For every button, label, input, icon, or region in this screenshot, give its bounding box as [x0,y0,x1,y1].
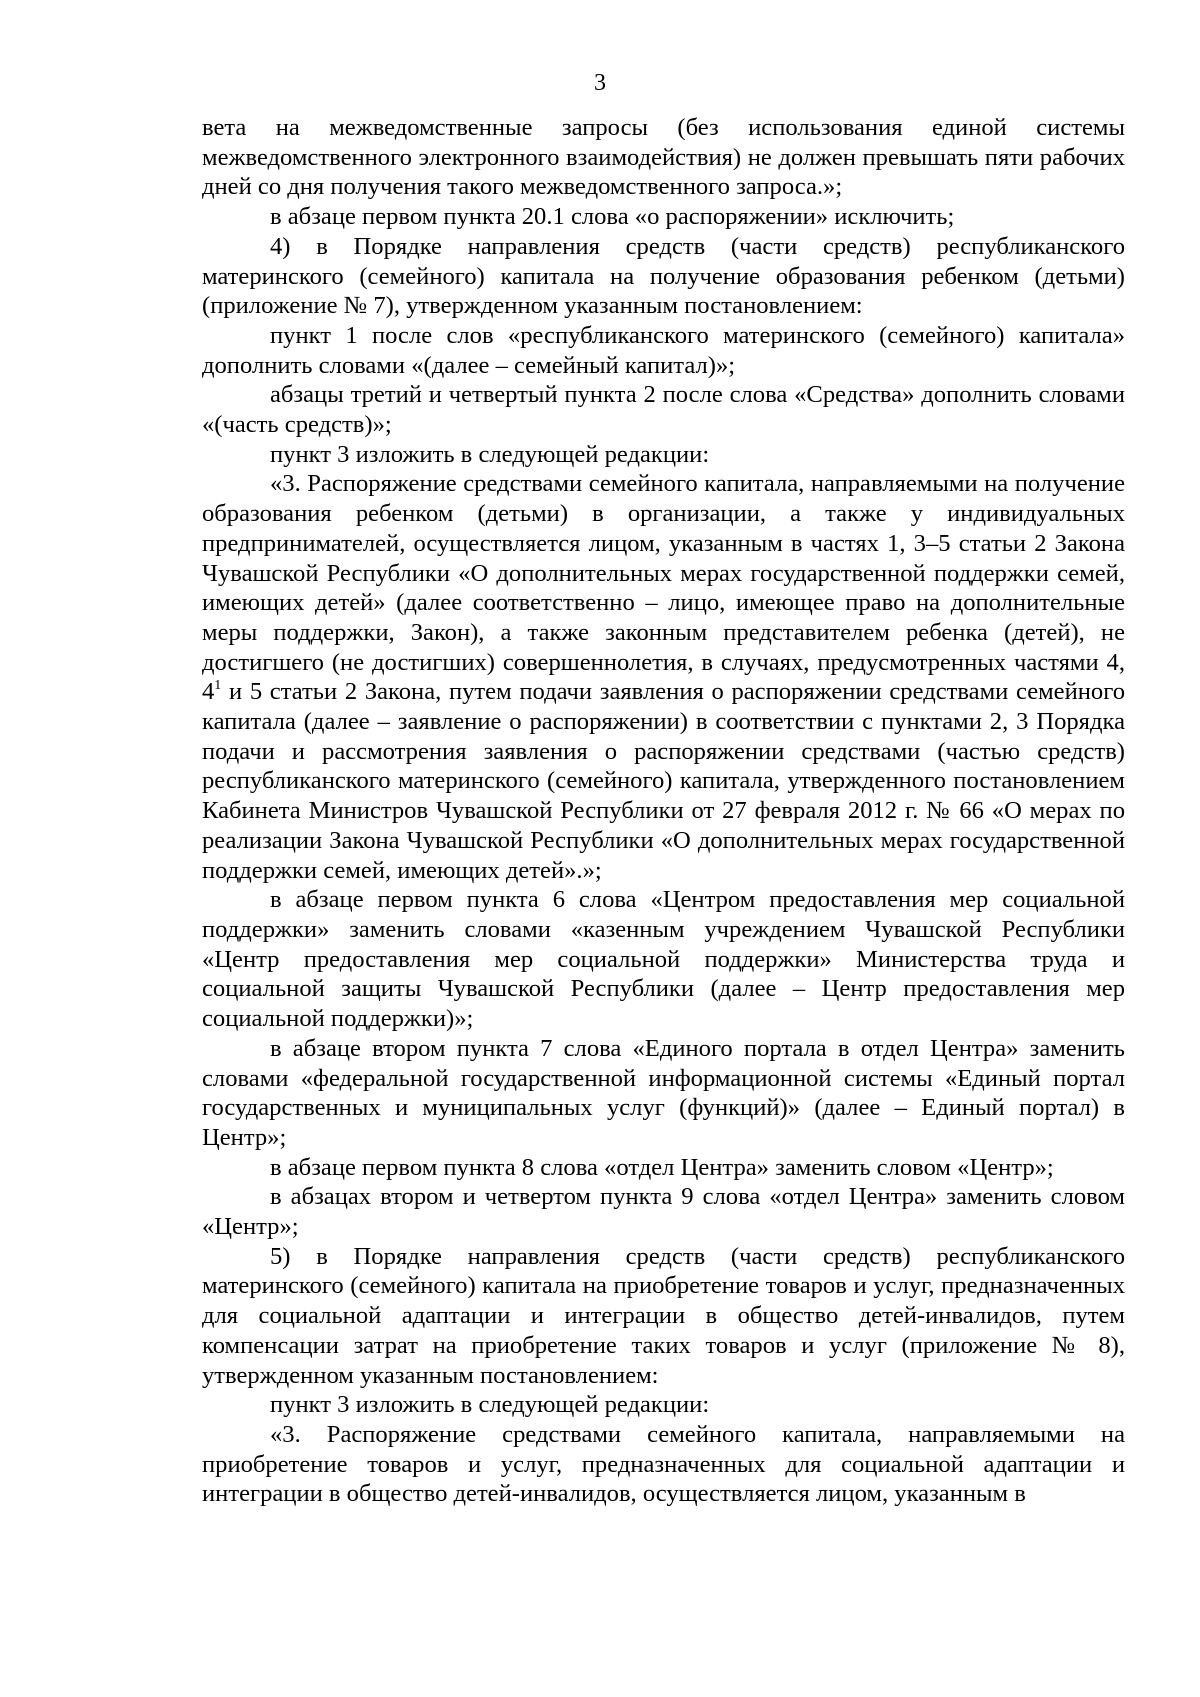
paragraph: 4) в Порядке направления средств (части средств) республиканского материнского (семейного) капитала на получение образования ребенком (детьми) (приложение № 7), утвержденном указанным постановлением: [202,232,1125,320]
document-body [202,113,1125,1509]
paragraph: в абзаце втором пункта 7 слова «Единого портала в отдел Центра» заменить словами «федеральной государственной информационной системы «Единый портал государственных и муниципальных услуг (функций)» (далее – Единый портал) в Центр»; [202,1034,1125,1151]
paragraph-text: «3. Распоряжение средствами семейного капитала, направляемыми на получение образования ребенком (детьми) в организации, а также у индивидуальных предпринимателей, осуществляется лицом, указанным в частях 1, 3–5 статьи 2 Закона Чувашской Республики «О дополнительных мерах государственной поддержки семей, имеющих детей» (далее соответственно – лицо, имеющее право на дополнительные меры поддержки, Закон), а также законным представителем ребенка (детей), не достигшего (не достигших) совершеннолетия, в случаях, предусмотренных частями 4, 4 [202,470,1125,706]
paragraph: «3. Распоряжение средствами семейного капитала, направляемыми на приобретение товаров и услуг, предназначенных для социальной адаптации и интеграции в общество детей-инвалидов, осуществляется лицом, указанным в [202,1420,1125,1508]
paragraph: в абзаце первом пункта 6 слова «Центром предоставления мер социальной поддержки» заменить словами «казенным учреждением Чувашской Республики «Центр предоставления мер социальной поддержки» Министерства труда и социальной защиты Чувашской Республики (далее – Центр предоставления мер социальной поддержки)»; [202,886,1125,1033]
paragraph: пункт 3 изложить в следующей редакции: [270,1391,710,1419]
page-number: 3 [594,70,606,96]
paragraph-text: и 5 статьи 2 Закона, путем подачи заявления о распоряжении средствами семейного капитала (далее – заявление о распоряжении) в соответствии с пунктами 2, 3 Порядка подачи и рассмотрения заявления о распоряжении средствами (частью средств) республиканского материнского (семейного) капитала, утвержденного постановлением Кабинета Министров Чувашской Республики от 27 февраля 2012 г. № 66 «О мерах по реализации Закона Чувашской Республики «О дополнительных мерах государственной поддержки семей, имеющих детей».»; [202,678,1125,884]
paragraph: вета на межведомственные запросы (без использования единой системы межведомственного электронного взаимодействия) не должен превышать пяти рабочих дней со дня получения такого межведомственного запроса.»; [202,114,1125,201]
paragraph [202,469,1125,885]
paragraph: пункт 1 после слов «республиканского материнского (семейного) капитала» дополнить словами «(далее – семейный капитал)»; [202,321,1125,379]
paragraph: пункт 3 изложить в следующей редакции: [270,440,710,468]
superscript: 1 [214,678,222,694]
paragraph: 5) в Порядке направления средств (части средств) республиканского материнского (семейного) капитала на приобретение товаров и услуг, предназначенных для социальной адаптации и интеграции в общество детей-инвалидов, путем компенсации затрат на приобретение таких товаров и услуг (приложение № 8), утвержденном указанным постановлением: [202,1242,1125,1389]
paragraph: в абзаце первом пункта 8 слова «отдел Центра» заменить словом «Центр»; [270,1153,1054,1181]
paragraph: абзацы третий и четвертый пункта 2 после слова «Средства» дополнить словами «(часть средств)»; [202,381,1125,439]
paragraph: в абзаце первом пункта 20.1 слова «о распоряжении» исключить; [270,203,955,231]
paragraph: в абзацах втором и четвертом пункта 9 слова «отдел Центра» заменить словом «Центр»; [202,1183,1125,1241]
